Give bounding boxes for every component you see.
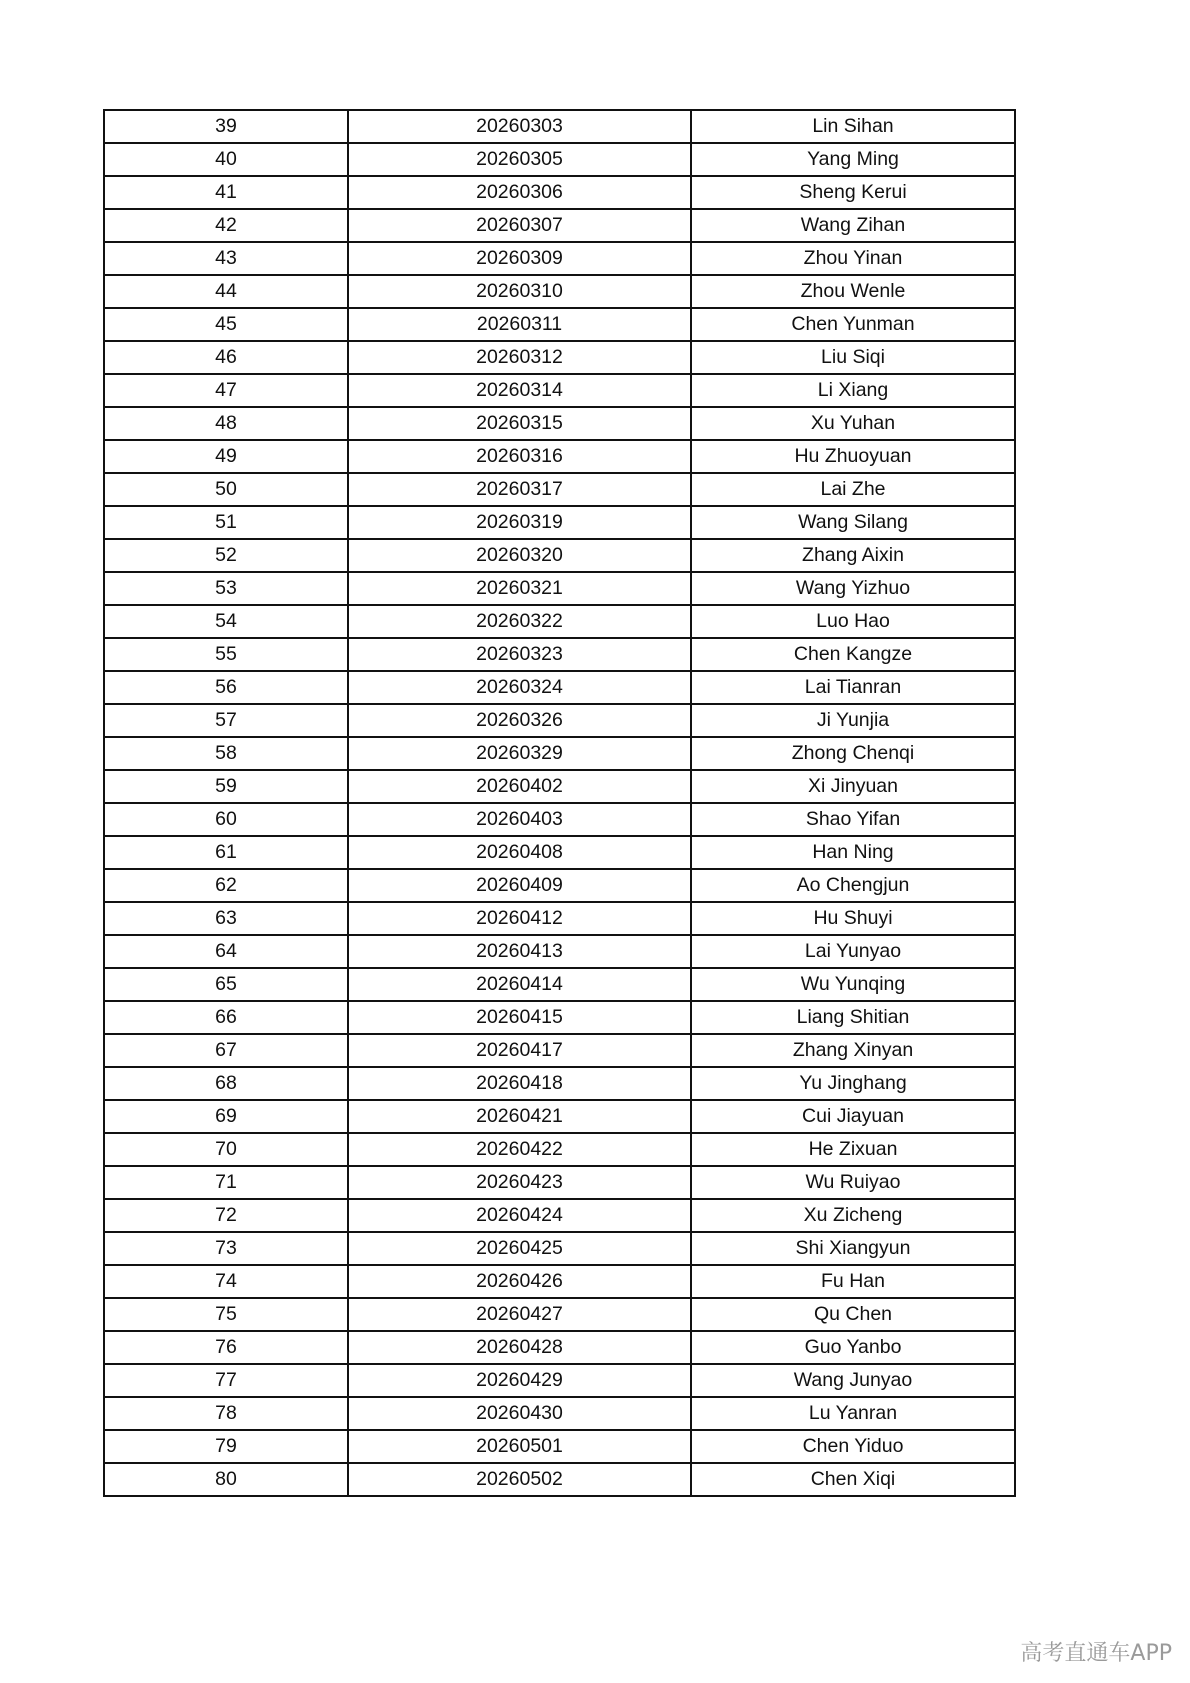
- row-number-cell: 72: [104, 1199, 348, 1232]
- student-id-cell: 20260317: [348, 473, 691, 506]
- row-number-cell: 70: [104, 1133, 348, 1166]
- student-id-cell: 20260408: [348, 836, 691, 869]
- student-name-cell: Luo Hao: [691, 605, 1015, 638]
- student-name-cell: Shao Yifan: [691, 803, 1015, 836]
- table-row: [104, 308, 1015, 341]
- row-number-cell: 74: [104, 1265, 348, 1298]
- student-name-cell: He Zixuan: [691, 1133, 1015, 1166]
- student-id-cell: 20260424: [348, 1199, 691, 1232]
- row-number-cell: 64: [104, 935, 348, 968]
- table-row: [104, 638, 1015, 671]
- student-name-cell: Yang Ming: [691, 143, 1015, 176]
- row-number-cell: 54: [104, 605, 348, 638]
- student-name-cell: Chen Xiqi: [691, 1463, 1015, 1496]
- student-name-cell: Yu Jinghang: [691, 1067, 1015, 1100]
- student-name-cell: Ji Yunjia: [691, 704, 1015, 737]
- table-row: [104, 1397, 1015, 1430]
- student-name-cell: Lai Zhe: [691, 473, 1015, 506]
- row-number-cell: 58: [104, 737, 348, 770]
- table-row: [104, 275, 1015, 308]
- student-name-cell: Wang Zihan: [691, 209, 1015, 242]
- student-id-cell: 20260312: [348, 341, 691, 374]
- table-row: [104, 110, 1015, 143]
- student-name-cell: Chen Kangze: [691, 638, 1015, 671]
- student-name-cell: Sheng Kerui: [691, 176, 1015, 209]
- row-number-cell: 56: [104, 671, 348, 704]
- row-number-cell: 51: [104, 506, 348, 539]
- row-number-cell: 55: [104, 638, 348, 671]
- student-id-cell: 20260425: [348, 1232, 691, 1265]
- table-row: [104, 242, 1015, 275]
- table-row: [104, 1001, 1015, 1034]
- student-name-cell: Fu Han: [691, 1265, 1015, 1298]
- student-name-cell: Ao Chengjun: [691, 869, 1015, 902]
- row-number-cell: 45: [104, 308, 348, 341]
- student-id-cell: 20260306: [348, 176, 691, 209]
- student-id-cell: 20260427: [348, 1298, 691, 1331]
- student-id-cell: 20260428: [348, 1331, 691, 1364]
- student-name-cell: Liu Siqi: [691, 341, 1015, 374]
- student-name-cell: Wang Yizhuo: [691, 572, 1015, 605]
- student-name-cell: Li Xiang: [691, 374, 1015, 407]
- row-number-cell: 79: [104, 1430, 348, 1463]
- table-row: [104, 374, 1015, 407]
- student-id-cell: 20260319: [348, 506, 691, 539]
- row-number-cell: 65: [104, 968, 348, 1001]
- roster-table-body: [104, 110, 1015, 1496]
- row-number-cell: 67: [104, 1034, 348, 1067]
- student-name-cell: Guo Yanbo: [691, 1331, 1015, 1364]
- row-number-cell: 77: [104, 1364, 348, 1397]
- table-row: [104, 1298, 1015, 1331]
- table-row: [104, 407, 1015, 440]
- table-row: [104, 803, 1015, 836]
- student-id-cell: 20260315: [348, 407, 691, 440]
- table-row: [104, 605, 1015, 638]
- student-id-cell: 20260418: [348, 1067, 691, 1100]
- table-row: [104, 1463, 1015, 1496]
- row-number-cell: 59: [104, 770, 348, 803]
- student-id-cell: 20260326: [348, 704, 691, 737]
- student-name-cell: Chen Yiduo: [691, 1430, 1015, 1463]
- table-row: [104, 1100, 1015, 1133]
- student-name-cell: Qu Chen: [691, 1298, 1015, 1331]
- student-name-cell: Xu Yuhan: [691, 407, 1015, 440]
- table-row: [104, 671, 1015, 704]
- student-name-cell: Chen Yunman: [691, 308, 1015, 341]
- student-id-cell: 20260321: [348, 572, 691, 605]
- student-name-cell: Lai Yunyao: [691, 935, 1015, 968]
- student-id-cell: 20260423: [348, 1166, 691, 1199]
- student-name-cell: Zhou Yinan: [691, 242, 1015, 275]
- student-id-cell: 20260426: [348, 1265, 691, 1298]
- table-row: [104, 968, 1015, 1001]
- student-name-cell: Wang Silang: [691, 506, 1015, 539]
- table-row: [104, 572, 1015, 605]
- table-row: [104, 1133, 1015, 1166]
- row-number-cell: 63: [104, 902, 348, 935]
- row-number-cell: 40: [104, 143, 348, 176]
- student-name-cell: Han Ning: [691, 836, 1015, 869]
- student-name-cell: Lai Tianran: [691, 671, 1015, 704]
- row-number-cell: 68: [104, 1067, 348, 1100]
- student-id-cell: 20260429: [348, 1364, 691, 1397]
- student-name-cell: Wu Ruiyao: [691, 1166, 1015, 1199]
- student-name-cell: Hu Zhuoyuan: [691, 440, 1015, 473]
- student-id-cell: 20260417: [348, 1034, 691, 1067]
- row-number-cell: 69: [104, 1100, 348, 1133]
- student-id-cell: 20260311: [348, 308, 691, 341]
- student-id-cell: 20260323: [348, 638, 691, 671]
- row-number-cell: 43: [104, 242, 348, 275]
- table-row: [104, 737, 1015, 770]
- student-id-cell: 20260316: [348, 440, 691, 473]
- row-number-cell: 39: [104, 110, 348, 143]
- table-row: [104, 209, 1015, 242]
- row-number-cell: 66: [104, 1001, 348, 1034]
- student-name-cell: Zhou Wenle: [691, 275, 1015, 308]
- table-row: [104, 143, 1015, 176]
- student-id-cell: 20260412: [348, 902, 691, 935]
- student-name-cell: Lu Yanran: [691, 1397, 1015, 1430]
- row-number-cell: 53: [104, 572, 348, 605]
- row-number-cell: 71: [104, 1166, 348, 1199]
- row-number-cell: 61: [104, 836, 348, 869]
- row-number-cell: 52: [104, 539, 348, 572]
- table-row: [104, 1199, 1015, 1232]
- table-row: [104, 1265, 1015, 1298]
- table-row: [104, 902, 1015, 935]
- row-number-cell: 80: [104, 1463, 348, 1496]
- table-row: [104, 935, 1015, 968]
- student-id-cell: 20260320: [348, 539, 691, 572]
- student-name-cell: Lin Sihan: [691, 110, 1015, 143]
- student-id-cell: 20260329: [348, 737, 691, 770]
- table-row: [104, 836, 1015, 869]
- table-row: [104, 473, 1015, 506]
- student-name-cell: Liang Shitian: [691, 1001, 1015, 1034]
- student-id-cell: 20260310: [348, 275, 691, 308]
- student-id-cell: 20260414: [348, 968, 691, 1001]
- student-id-cell: 20260422: [348, 1133, 691, 1166]
- row-number-cell: 78: [104, 1397, 348, 1430]
- student-id-cell: 20260309: [348, 242, 691, 275]
- student-id-cell: 20260403: [348, 803, 691, 836]
- student-id-cell: 20260409: [348, 869, 691, 902]
- roster-table: [103, 109, 1016, 1497]
- student-name-cell: Shi Xiangyun: [691, 1232, 1015, 1265]
- row-number-cell: 75: [104, 1298, 348, 1331]
- row-number-cell: 50: [104, 473, 348, 506]
- row-number-cell: 41: [104, 176, 348, 209]
- row-number-cell: 47: [104, 374, 348, 407]
- student-id-cell: 20260303: [348, 110, 691, 143]
- row-number-cell: 60: [104, 803, 348, 836]
- table-row: [104, 869, 1015, 902]
- student-id-cell: 20260415: [348, 1001, 691, 1034]
- table-row: [104, 341, 1015, 374]
- student-id-cell: 20260307: [348, 209, 691, 242]
- table-row: [104, 539, 1015, 572]
- student-id-cell: 20260322: [348, 605, 691, 638]
- row-number-cell: 48: [104, 407, 348, 440]
- table-row: [104, 1331, 1015, 1364]
- student-id-cell: 20260502: [348, 1463, 691, 1496]
- table-row: [104, 506, 1015, 539]
- student-name-cell: Zhang Aixin: [691, 539, 1015, 572]
- watermark-text: 高考直通车APP: [1020, 1641, 1172, 1666]
- table-row: [104, 440, 1015, 473]
- row-number-cell: 57: [104, 704, 348, 737]
- student-id-cell: 20260421: [348, 1100, 691, 1133]
- table-row: [104, 176, 1015, 209]
- student-name-cell: Zhong Chenqi: [691, 737, 1015, 770]
- table-row: [104, 1364, 1015, 1397]
- student-name-cell: Cui Jiayuan: [691, 1100, 1015, 1133]
- student-name-cell: Xu Zicheng: [691, 1199, 1015, 1232]
- row-number-cell: 46: [104, 341, 348, 374]
- row-number-cell: 73: [104, 1232, 348, 1265]
- student-id-cell: 20260430: [348, 1397, 691, 1430]
- table-row: [104, 1430, 1015, 1463]
- table-row: [104, 1232, 1015, 1265]
- student-name-cell: Wang Junyao: [691, 1364, 1015, 1397]
- student-name-cell: Zhang Xinyan: [691, 1034, 1015, 1067]
- student-id-cell: 20260314: [348, 374, 691, 407]
- student-name-cell: Wu Yunqing: [691, 968, 1015, 1001]
- table-row: [104, 1034, 1015, 1067]
- student-id-cell: 20260324: [348, 671, 691, 704]
- table-row: [104, 704, 1015, 737]
- table-row: [104, 1166, 1015, 1199]
- row-number-cell: 44: [104, 275, 348, 308]
- row-number-cell: 76: [104, 1331, 348, 1364]
- student-id-cell: 20260402: [348, 770, 691, 803]
- student-id-cell: 20260501: [348, 1430, 691, 1463]
- row-number-cell: 62: [104, 869, 348, 902]
- student-id-cell: 20260413: [348, 935, 691, 968]
- row-number-cell: 42: [104, 209, 348, 242]
- student-name-cell: Xi Jinyuan: [691, 770, 1015, 803]
- student-id-cell: 20260305: [348, 143, 691, 176]
- table-row: [104, 770, 1015, 803]
- table-row: [104, 1067, 1015, 1100]
- student-name-cell: Hu Shuyi: [691, 902, 1015, 935]
- row-number-cell: 49: [104, 440, 348, 473]
